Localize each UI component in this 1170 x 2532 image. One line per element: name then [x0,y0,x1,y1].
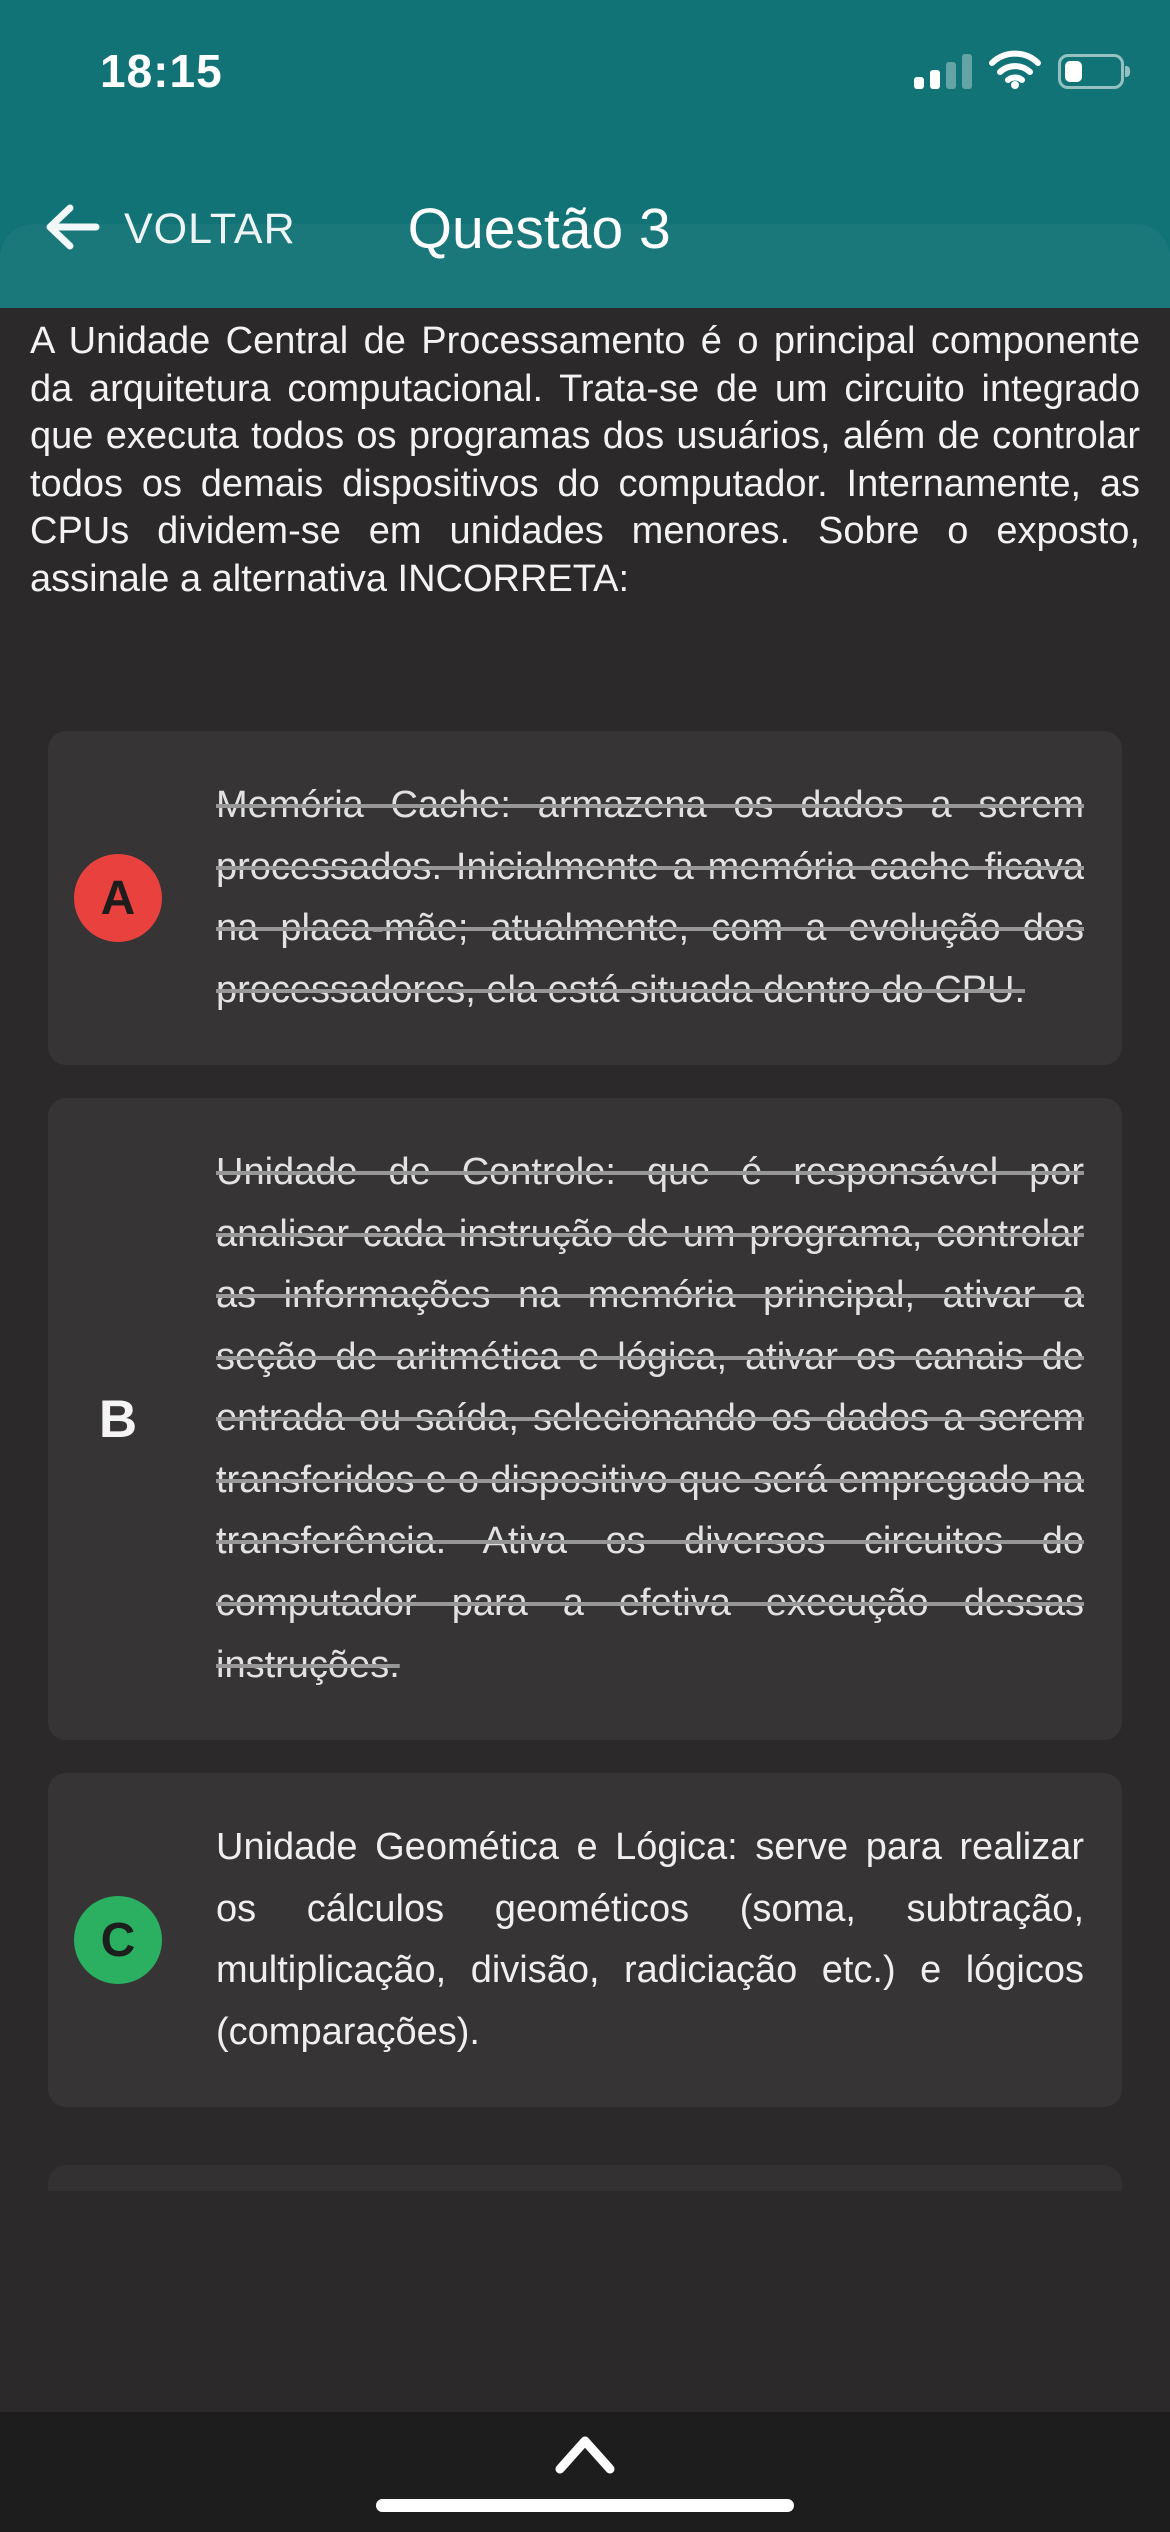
status-bar [0,46,1170,96]
back-arrow-icon [42,201,104,258]
bottom-bar [0,2412,1170,2532]
page-title: Questão 3 [407,197,671,261]
home-indicator[interactable] [376,2499,794,2512]
header [0,0,1170,308]
option-c-badge: C [74,1896,162,1984]
option-b-text: Unidade de Controle: que é responsável por analisar cada instrução de um programa, controlar as informações na memória principal, ativar a seção de aritmética e lógica, ativar os canais de entrada ou saída, selecionando os dados a serem transferidos e o dispositivo que será empregado na transferência. Ativa os diversos circuitos do computador para a efetiva execução dessas instruções. [216,1151,1084,1686]
battery-icon [1058,54,1124,89]
back-button-label: VOLTAR [124,204,296,253]
question-content[interactable] [0,308,1170,2412]
nav-bar [0,188,1170,270]
option-card-c[interactable] [48,1773,1122,2107]
option-a-badge: A [74,854,162,942]
chevron-up-icon [550,2431,620,2482]
option-card-b[interactable] [48,1098,1122,1740]
next-option-card-peek[interactable] [48,2165,1122,2191]
back-button[interactable] [42,201,296,258]
question-text: A Unidade Central de Processamento é o principal componente da arquitetura computacional. Trata-se de um circuito integrado que executa todos os programas dos usuários, além de controlar todos os demais dispositivos do computador. Internamente, as CPUs dividem-se em unidades menores. Sobre o exposto, assinale a alternativa INCORRETA: [30,320,1140,600]
status-icons [914,49,1124,94]
status-time: 18:15 [100,45,223,97]
scroll-to-top-button[interactable] [540,2428,630,2484]
cellular-signal-icon [914,53,972,89]
option-c-text: Unidade Geomética e Lógica: serve para realizar os cálculos geométicos (soma, subtração, multiplicação, divisão, radiciação etc.) e lógicos (comparações). [216,1826,1084,2053]
option-a-text: Memória Cache: armazena os dados a serem processados. Inicialmente a memória cache ficava na placa-mãe; atualmente, com a evolução dos processadores, ela está situada dentro do CPU. [216,784,1084,1011]
option-b-badge: B [98,1389,138,1449]
wifi-icon [988,49,1042,94]
option-card-a[interactable] [48,731,1122,1065]
